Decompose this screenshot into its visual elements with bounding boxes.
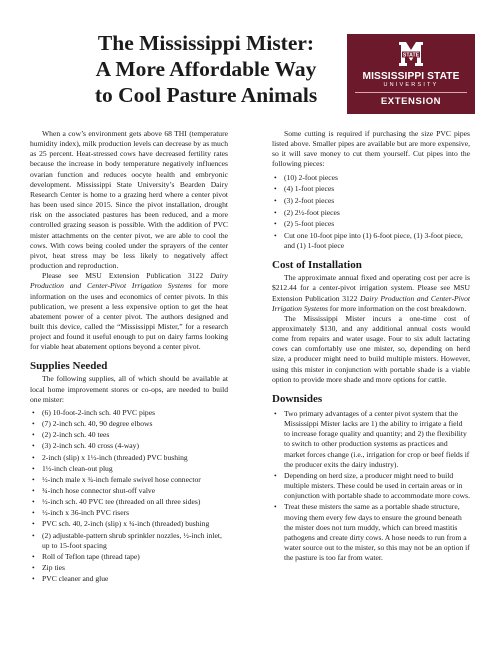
list-item: • (3) 2-foot pieces [272, 196, 470, 206]
logo-name: MISSISSIPPI STATE [362, 71, 460, 82]
cost-heading: Cost of Installation [272, 259, 362, 272]
list-item: • (2) 2-inch sch. 40 tees [30, 430, 228, 440]
list-item: • Zip ties [30, 563, 228, 573]
list-item: • Roll of Teflon tape (thread tape) [30, 552, 228, 562]
list-item: • PVC sch. 40, 2-inch (slip) x ¾-inch (threaded) bushing [30, 519, 228, 529]
publication-title: Dairy Production and Center-Pivot Irrigation Systems [272, 293, 470, 313]
list-item: • ½-inch x 36-inch PVC risers [30, 508, 228, 518]
intro-paragraph-1: When a cow’s environment gets above 68 THI (temperature humidity index), milk production levels can decrease by as much as 25 percent. Heat-stressed cows have decreased fertility rates because the increase in body temperature negatively influences ovarian function and reduces oocyte health and embryonic development. Mississippi State University’s Bearden Dairy Research Center is home to a grazing herd where a center pivot has been used since 2015. Since the pivot installation, drought risk on the associated pastures has been reduced, and a more controlled grazing season is possible. With the addition of PVC mister attachments on the center pivot, we are able to cool the cows. With cows being cooled under the sprayers of the center pivot, heat stress may be less likely to negatively affect production and reproduction. [30, 129, 228, 271]
intro-paragraph-2 [30, 271, 228, 352]
page-title [72, 30, 340, 108]
left-column [30, 129, 228, 585]
supplies-intro: The following supplies, all of which should be available at local home improvement stores or co-ops, are needed to build one mister: [30, 374, 228, 404]
list-item: • Two primary advantages of a center pivot system that the Mississippi Mister lacks are 1) the ability to irrigate a field to increase forage quality and quantity; and 2) the flexibility to switch to other production systems as practices and market forces change (i.e., irrigation for crop or beef fields if the producer exits the dairy industry). [272, 409, 470, 470]
list-item: • (10) 2-foot pieces [272, 173, 470, 183]
list-item: • Cut one 10-foot pipe into (1) 6-foot piece, (1) 3-foot piece, and (1) 1-foot piece [272, 231, 470, 251]
list-item: • ½-inch male x ¾-inch female swivel hose connector [30, 475, 228, 485]
cutting-intro: Some cutting is required if purchasing the size PVC pipes listed above. Smaller pipes are available but are more expensive, so it will save money to cut them yourself. Cut pipes into the following pieces: [272, 129, 470, 169]
list-item: • (2) 5-foot pieces [272, 219, 470, 229]
supplies-list [30, 408, 228, 585]
logo-extension: EXTENSION [380, 96, 442, 107]
title-line: The Mississippi Mister: [97, 31, 315, 55]
publication-title: Dairy Production and Center-Pivot Irrigation Systems [30, 271, 228, 291]
logo-divider [355, 92, 467, 93]
list-item: • ¾-inch hose connector shut-off valve [30, 486, 228, 496]
list-item: • Treat these misters the same as a portable shade structure, moving them every few days to ensure the ground beneath the mister does not turn muddy, which can breed mastitis pathogens and create dirty cows. A hose needs to run from a water source out to the mister, so this may not be an option if the pasture is too far from water. [272, 502, 470, 563]
list-item: • (7) 2-inch sch. 40, 90 degree elbows [30, 419, 228, 429]
list-item: • 1½-inch clean-out plug [30, 464, 228, 474]
msu-extension-logo [347, 34, 475, 114]
supplies-heading: Supplies Needed [30, 360, 108, 373]
cutting-list [272, 173, 470, 252]
list-item: • Depending on herd size, a producer might need to build multiple misters. These could be used in certain areas or in conjunction with portable shade to accommodate more cows. [272, 471, 470, 501]
downsides-list [272, 409, 470, 563]
downsides-heading: Downsides [272, 392, 323, 405]
intro-p2-text: Please see MSU Extension Publication 3122 [42, 271, 211, 281]
list-item: • (6) 10-foot-2-inch sch. 40 PVC pipes [30, 408, 228, 418]
cost-paragraph-1 [272, 273, 470, 314]
list-item: • PVC cleaner and glue [30, 574, 228, 584]
cost-paragraph-2: The Mississippi Mister incurs a one-time cost of approximately $130, and any additional annual costs would come from repairs and water usage. Four to six adult lactating cows can comfortably use one mister, so, depending on herd size, a producer might need to build multiple misters. However, using this mister in conjunction with portable shade is a viable option to provide more shade and more options for cattle. [272, 313, 470, 384]
cost-p1-text: for more information on the cost breakdown. [327, 303, 467, 313]
msu-m-state-icon [396, 39, 426, 69]
list-item: • (4) 1-foot pieces [272, 184, 470, 194]
logo-university: UNIVERSITY [383, 82, 439, 88]
cost-p1-text: The approximate annual fixed and operating cost per acre is $212.44 for a center-pivot irrigation system. Please see MSU Extension Publication 3122 [272, 273, 470, 303]
right-column [272, 129, 470, 564]
list-item: • ½-inch sch. 40 PVC tee (threaded on all three sides) [30, 497, 228, 507]
logo-mark-text: STATE [402, 52, 420, 59]
intro-p2-text: for more information on the uses and economics of center pivots. In this publication, we present a less expensive option to get the heat abatement power of a center pivot. The authors designed and built this device, called the “Mississippi Mister,” for a research project and found it useful enough to put on dairy farms looking for viable heat abatement options beyond a center pivot. [30, 281, 228, 352]
list-item: • (3) 2-inch sch. 40 cross (4-way) [30, 441, 228, 451]
list-item: • 2-inch (slip) x 1½-inch (threaded) PVC bushing [30, 453, 228, 463]
list-item: • (2) adjustable-pattern shrub sprinkler nozzles, ½-inch inlet, up to 15-foot spacing [30, 531, 228, 551]
title-line: to Cool Pasture Animals [94, 83, 318, 107]
list-item: • (2) 2½-foot pieces [272, 208, 470, 218]
title-line: A More Affordable Way [95, 57, 317, 81]
